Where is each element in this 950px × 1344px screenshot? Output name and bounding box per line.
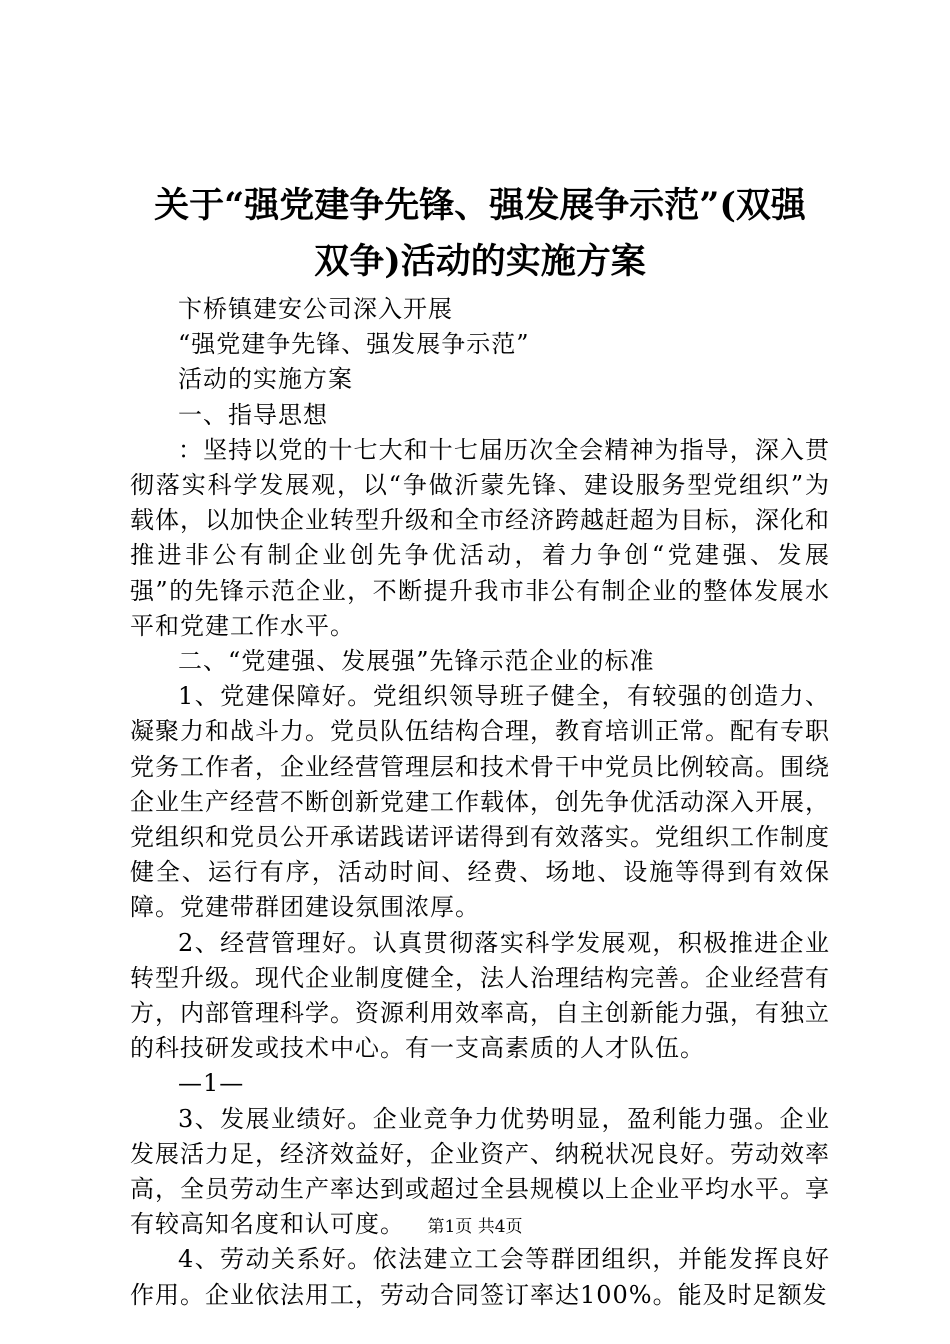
subtitle-line-1: 卞桥镇建安公司深入开展: [178, 295, 453, 323]
page-number-mark: —1—: [178, 1069, 245, 1098]
paragraph-guiding-thought: ：坚持以党的十七大和十七届历次全会精神为指导，深入贯彻落实科学发展观，以“争做沂蒙先锋、建设服务型党组织”为载体，以加快企业转型升级和全市经济跨越赶超为目标，深化和推进非公有制企业创先争优活动，着力争创“党建强、发展强”的先锋示范企业，不断提升我市非公有制企业的整体发展水平和党建工作水平。: [130, 435, 830, 640]
title-line-1: 关于“强党建争先锋、强发展争示范”(双强: [154, 185, 806, 226]
paragraph-item-3: 3、发展业绩好。企业竞争力优势明显，盈利能力强。企业发展活力足，经济效益好，企业资产、纳税状况良好。劳动效率高，全员劳动生产率达到或超过全县规模以上企业平均水平。享有较高知名度和认可度。: [130, 1104, 830, 1239]
title-line-2: 双争)活动的实施方案: [314, 241, 646, 282]
document-body: [130, 292, 830, 1313]
document-title: [100, 178, 860, 290]
page-footer: 第1页 共4页: [427, 1217, 523, 1237]
paragraph-item-4: 4、劳动关系好。依法建立工会等群团组织，并能发挥良好作用。企业依法用工，劳动合同签订率达100%。能及时足额发: [130, 1245, 830, 1309]
paragraph-item-1: 1、党建保障好。党组织领导班子健全，有较强的创造力、凝聚力和战斗力。党员队伍结构合理，教育培训正常。配有专职党务工作者，企业经营管理层和技术骨干中党员比例较高。围绕企业生产经营不断创新党建工作载体，创先争优活动深入开展，党组织和党员公开承诺践诺评诺得到有效落实。党组织工作制度健全、运行有序，活动时间、经费、场地、设施等得到有效保障。党建带群团建设氛围浓厚。: [130, 682, 830, 922]
subtitle-line-2: “强党建争先锋、强发展争示范”: [178, 330, 530, 359]
section-heading-2: 二、“党建强、发展强”先锋示范企业的标准: [178, 647, 655, 676]
section-heading-1: 一、指导思想: [178, 400, 328, 429]
subtitle-line-3: 活动的实施方案: [178, 365, 353, 394]
paragraph-item-2: 2、经营管理好。认真贯彻落实科学发展观，积极推进企业转型升级。现代企业制度健全，法人治理结构完善。企业经营有方，内部管理科学。资源利用效率高，自主创新能力强，有独立的科技研发或技术中心。有一支高素质的人才队伍。: [130, 928, 830, 1063]
